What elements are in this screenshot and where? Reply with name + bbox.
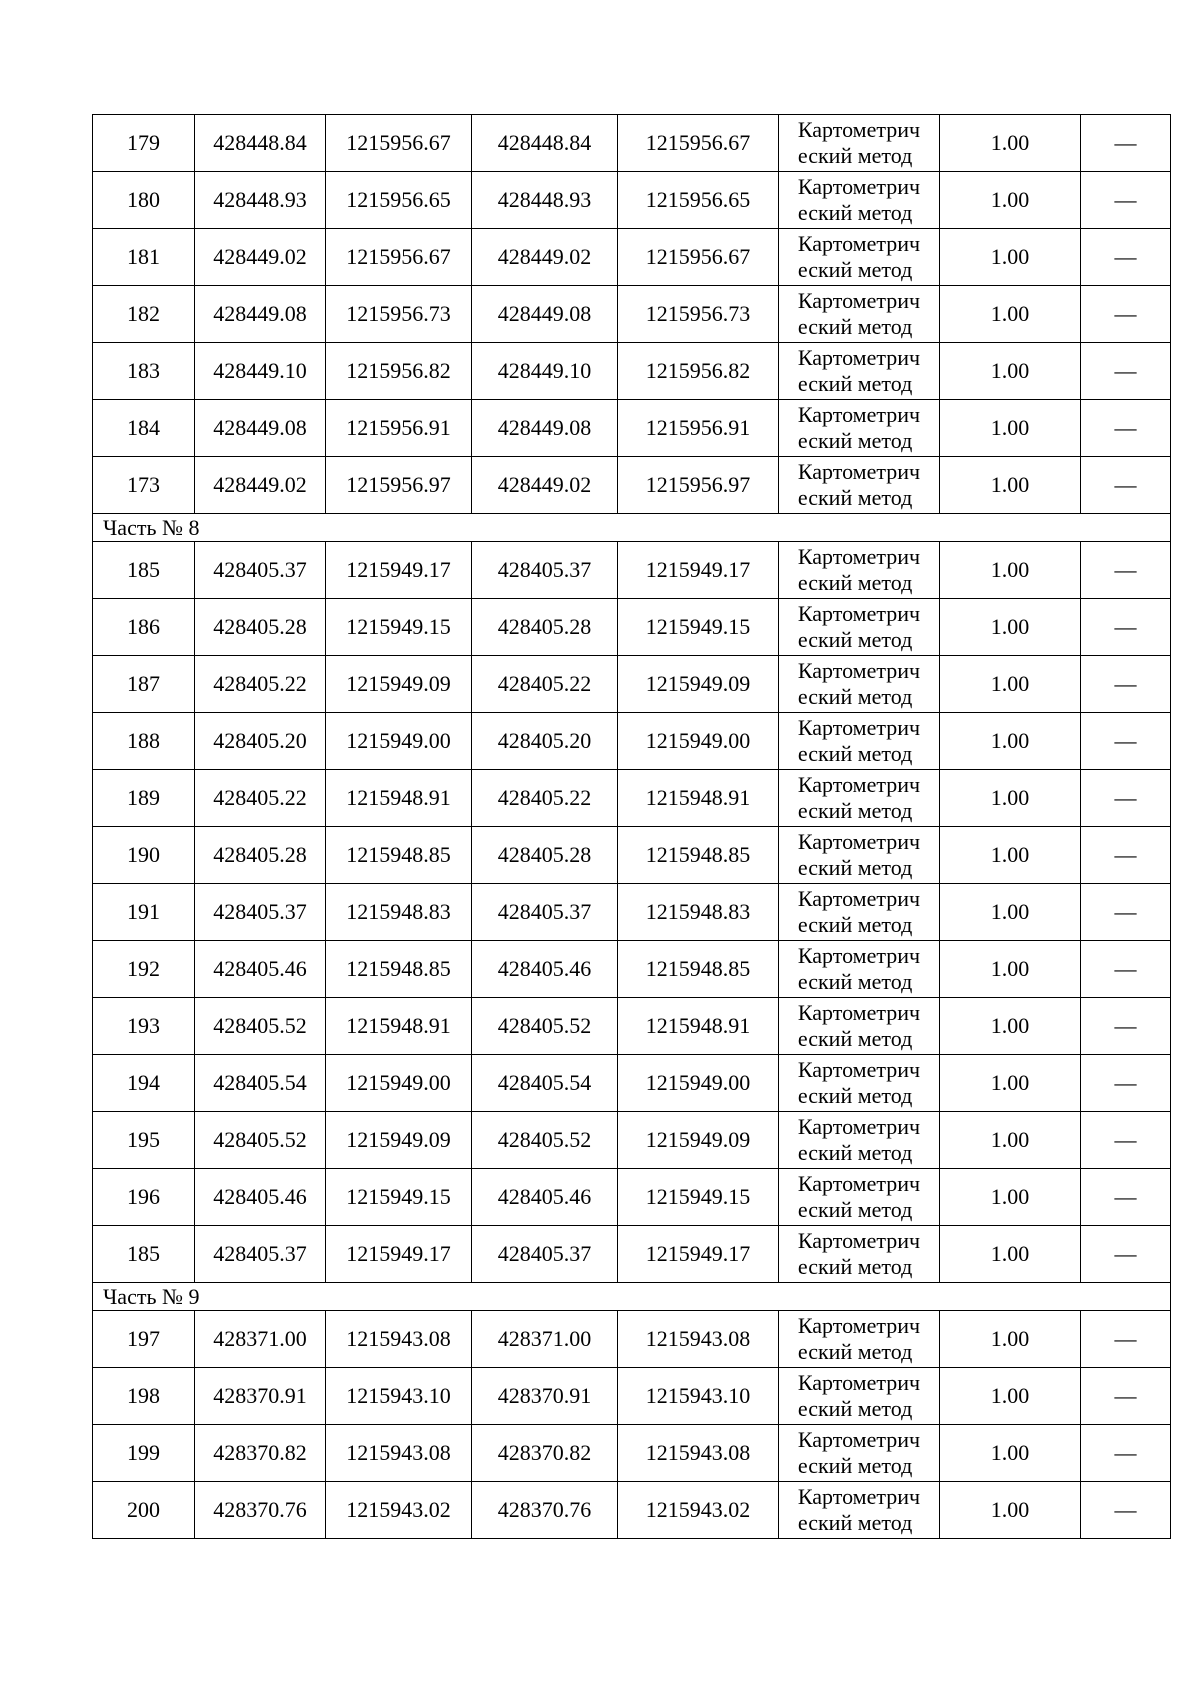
y-specified-cell: 1215943.02 [618,1482,779,1539]
x-specified-cell: 428405.20 [472,713,618,770]
method-text [798,459,920,511]
x-specified-cell: 428449.08 [472,286,618,343]
table-row [93,343,1171,400]
method-line-1: Картометрич [797,715,921,740]
accuracy-cell: 1.00 [940,1112,1081,1169]
method-text [798,601,920,653]
table-row [93,1169,1171,1226]
method-line-1: Картометрич [797,829,921,854]
x-specified-cell: 428405.22 [472,656,618,713]
accuracy-cell: 1.00 [940,1425,1081,1482]
x-existing-cell: 428405.22 [195,656,326,713]
accuracy-cell: 1.00 [940,1311,1081,1368]
method-text [798,658,920,710]
table-row [93,172,1171,229]
description-cell: — [1081,1482,1171,1539]
table-row [93,827,1171,884]
x-existing-cell: 428370.76 [195,1482,326,1539]
y-specified-cell: 1215956.97 [618,457,779,514]
description-cell: — [1081,1226,1171,1283]
description-cell: — [1081,941,1171,998]
part-header-row [93,514,1171,542]
method-cell [779,827,940,884]
x-specified-cell: 428405.46 [472,941,618,998]
method-line-2: еский метод [797,428,913,453]
accuracy-cell: 1.00 [940,770,1081,827]
method-cell [779,998,940,1055]
table-row [93,400,1171,457]
method-line-2: еский метод [797,485,913,510]
x-existing-cell: 428405.37 [195,884,326,941]
method-text [798,544,920,596]
y-specified-cell: 1215949.00 [618,713,779,770]
y-existing-cell: 1215949.15 [326,1169,472,1226]
y-specified-cell: 1215956.82 [618,343,779,400]
x-existing-cell: 428405.52 [195,998,326,1055]
method-text [798,886,920,938]
method-cell [779,770,940,827]
table-row [93,229,1171,286]
x-specified-cell: 428370.82 [472,1425,618,1482]
method-line-1: Картометрич [797,1313,921,1338]
x-specified-cell: 428405.37 [472,1226,618,1283]
description-cell: — [1081,115,1171,172]
method-cell [779,941,940,998]
method-text [798,402,920,454]
description-cell: — [1081,827,1171,884]
method-cell [779,656,940,713]
y-specified-cell: 1215948.83 [618,884,779,941]
x-existing-cell: 428405.22 [195,770,326,827]
description-cell: — [1081,599,1171,656]
y-existing-cell: 1215956.67 [326,115,472,172]
method-cell [779,884,940,941]
method-cell [779,1055,940,1112]
y-specified-cell: 1215956.67 [618,115,779,172]
y-existing-cell: 1215949.17 [326,1226,472,1283]
method-text [798,345,920,397]
method-line-1: Картометрич [797,231,921,256]
x-specified-cell: 428448.93 [472,172,618,229]
x-existing-cell: 428405.20 [195,713,326,770]
point-number-cell: 184 [93,400,195,457]
accuracy-cell: 1.00 [940,827,1081,884]
y-existing-cell: 1215948.85 [326,941,472,998]
table-row [93,599,1171,656]
method-line-1: Картометрич [797,402,921,427]
method-line-2: еский метод [797,143,913,168]
method-line-1: Картометрич [797,1057,921,1082]
y-specified-cell: 1215956.91 [618,400,779,457]
y-specified-cell: 1215949.15 [618,599,779,656]
method-line-2: еский метод [797,912,913,937]
y-existing-cell: 1215956.82 [326,343,472,400]
y-specified-cell: 1215943.08 [618,1425,779,1482]
point-number-cell: 188 [93,713,195,770]
description-cell: — [1081,172,1171,229]
accuracy-cell: 1.00 [940,115,1081,172]
y-specified-cell: 1215949.09 [618,1112,779,1169]
point-number-cell: 198 [93,1368,195,1425]
accuracy-cell: 1.00 [940,884,1081,941]
point-number-cell: 186 [93,599,195,656]
method-text [798,1114,920,1166]
description-cell: — [1081,400,1171,457]
y-existing-cell: 1215943.08 [326,1311,472,1368]
method-text [798,1228,920,1280]
accuracy-cell: 1.00 [940,286,1081,343]
description-cell: — [1081,286,1171,343]
method-line-2: еский метод [797,1254,913,1279]
x-existing-cell: 428405.52 [195,1112,326,1169]
y-specified-cell: 1215956.73 [618,286,779,343]
x-specified-cell: 428449.08 [472,400,618,457]
x-existing-cell: 428449.02 [195,457,326,514]
y-existing-cell: 1215948.85 [326,827,472,884]
x-specified-cell: 428405.52 [472,998,618,1055]
x-existing-cell: 428449.10 [195,343,326,400]
y-existing-cell: 1215949.00 [326,1055,472,1112]
method-cell [779,599,940,656]
method-cell [779,229,940,286]
x-existing-cell: 428405.28 [195,827,326,884]
x-existing-cell: 428449.08 [195,400,326,457]
coordinates-table [92,114,1171,1539]
y-specified-cell: 1215943.08 [618,1311,779,1368]
table-row [93,656,1171,713]
x-specified-cell: 428449.02 [472,457,618,514]
method-line-2: еский метод [797,1339,913,1364]
description-cell: — [1081,656,1171,713]
y-existing-cell: 1215956.65 [326,172,472,229]
method-line-2: еский метод [797,1140,913,1165]
description-cell: — [1081,1368,1171,1425]
y-specified-cell: 1215949.17 [618,1226,779,1283]
description-cell: — [1081,457,1171,514]
method-text [798,772,920,824]
description-cell: — [1081,1169,1171,1226]
y-existing-cell: 1215956.97 [326,457,472,514]
y-specified-cell: 1215949.17 [618,542,779,599]
table-row [93,998,1171,1055]
method-text [798,943,920,995]
table-row [93,542,1171,599]
method-cell [779,343,940,400]
method-cell [779,286,940,343]
y-existing-cell: 1215948.91 [326,770,472,827]
method-line-2: еский метод [797,855,913,880]
x-specified-cell: 428405.54 [472,1055,618,1112]
table-body [93,115,1171,1539]
method-text [798,1313,920,1365]
y-existing-cell: 1215956.91 [326,400,472,457]
y-existing-cell: 1215949.00 [326,713,472,770]
method-line-2: еский метод [797,684,913,709]
y-existing-cell: 1215948.83 [326,884,472,941]
y-specified-cell: 1215948.85 [618,941,779,998]
x-existing-cell: 428405.46 [195,941,326,998]
description-cell: — [1081,884,1171,941]
accuracy-cell: 1.00 [940,542,1081,599]
x-existing-cell: 428405.37 [195,542,326,599]
x-existing-cell: 428370.82 [195,1425,326,1482]
y-existing-cell: 1215943.02 [326,1482,472,1539]
accuracy-cell: 1.00 [940,400,1081,457]
x-existing-cell: 428449.02 [195,229,326,286]
method-line-1: Картометрич [797,459,921,484]
accuracy-cell: 1.00 [940,457,1081,514]
part-header-row [93,1283,1171,1311]
method-line-2: еский метод [797,1083,913,1108]
method-line-1: Картометрич [797,658,921,683]
y-specified-cell: 1215956.67 [618,229,779,286]
point-number-cell: 189 [93,770,195,827]
point-number-cell: 196 [93,1169,195,1226]
point-number-cell: 199 [93,1425,195,1482]
y-specified-cell: 1215943.10 [618,1368,779,1425]
table-row [93,941,1171,998]
accuracy-cell: 1.00 [940,1368,1081,1425]
x-existing-cell: 428449.08 [195,286,326,343]
method-line-2: еский метод [797,371,913,396]
x-specified-cell: 428405.22 [472,770,618,827]
x-existing-cell: 428370.91 [195,1368,326,1425]
method-cell [779,542,940,599]
point-number-cell: 181 [93,229,195,286]
method-line-1: Картометрич [797,1484,921,1509]
table-row [93,1482,1171,1539]
method-cell [779,1482,940,1539]
point-number-cell: 185 [93,542,195,599]
method-line-1: Картометрич [797,544,921,569]
method-line-1: Картометрич [797,117,921,142]
x-specified-cell: 428449.02 [472,229,618,286]
accuracy-cell: 1.00 [940,998,1081,1055]
method-line-1: Картометрич [797,1000,921,1025]
description-cell: — [1081,1425,1171,1482]
x-existing-cell: 428371.00 [195,1311,326,1368]
method-text [798,231,920,283]
y-specified-cell: 1215949.15 [618,1169,779,1226]
point-number-cell: 191 [93,884,195,941]
description-cell: — [1081,770,1171,827]
y-existing-cell: 1215949.15 [326,599,472,656]
accuracy-cell: 1.00 [940,229,1081,286]
accuracy-cell: 1.00 [940,172,1081,229]
y-existing-cell: 1215956.67 [326,229,472,286]
accuracy-cell: 1.00 [940,343,1081,400]
method-text [798,1057,920,1109]
description-cell: — [1081,1311,1171,1368]
accuracy-cell: 1.00 [940,1169,1081,1226]
table-row [93,1226,1171,1283]
y-existing-cell: 1215956.73 [326,286,472,343]
point-number-cell: 187 [93,656,195,713]
description-cell: — [1081,229,1171,286]
method-text [798,1171,920,1223]
accuracy-cell: 1.00 [940,599,1081,656]
x-specified-cell: 428371.00 [472,1311,618,1368]
description-cell: — [1081,1055,1171,1112]
method-line-2: еский метод [797,1197,913,1222]
y-specified-cell: 1215948.85 [618,827,779,884]
method-line-1: Картометрич [797,174,921,199]
point-number-cell: 183 [93,343,195,400]
y-existing-cell: 1215943.10 [326,1368,472,1425]
y-existing-cell: 1215949.17 [326,542,472,599]
y-existing-cell: 1215949.09 [326,1112,472,1169]
point-number-cell: 194 [93,1055,195,1112]
method-line-2: еский метод [797,627,913,652]
table-row [93,1055,1171,1112]
y-existing-cell: 1215943.08 [326,1425,472,1482]
method-text [798,1000,920,1052]
method-cell [779,1169,940,1226]
x-specified-cell: 428405.37 [472,884,618,941]
table-row [93,1368,1171,1425]
point-number-cell: 180 [93,172,195,229]
x-existing-cell: 428448.84 [195,115,326,172]
method-line-2: еский метод [797,1453,913,1478]
method-cell [779,1226,940,1283]
method-line-1: Картометрич [797,1427,921,1452]
table-row [93,1425,1171,1482]
point-number-cell: 173 [93,457,195,514]
x-specified-cell: 428405.28 [472,599,618,656]
accuracy-cell: 1.00 [940,713,1081,770]
point-number-cell: 182 [93,286,195,343]
method-line-1: Картометрич [797,288,921,313]
method-text [798,715,920,767]
method-cell [779,713,940,770]
y-specified-cell: 1215956.65 [618,172,779,229]
accuracy-cell: 1.00 [940,656,1081,713]
x-existing-cell: 428405.54 [195,1055,326,1112]
x-existing-cell: 428405.28 [195,599,326,656]
y-specified-cell: 1215949.09 [618,656,779,713]
method-line-1: Картометрич [797,943,921,968]
method-cell [779,1368,940,1425]
method-cell [779,457,940,514]
method-text [798,829,920,881]
description-cell: — [1081,343,1171,400]
method-line-1: Картометрич [797,1114,921,1139]
point-number-cell: 192 [93,941,195,998]
table-row [93,286,1171,343]
table-row [93,884,1171,941]
method-line-2: еский метод [797,1510,913,1535]
x-existing-cell: 428448.93 [195,172,326,229]
x-specified-cell: 428405.37 [472,542,618,599]
description-cell: — [1081,713,1171,770]
accuracy-cell: 1.00 [940,1226,1081,1283]
method-cell [779,115,940,172]
method-line-1: Картометрич [797,1228,921,1253]
method-line-1: Картометрич [797,601,921,626]
x-specified-cell: 428405.52 [472,1112,618,1169]
method-line-2: еский метод [797,257,913,282]
table-row [93,1311,1171,1368]
method-line-2: еский метод [797,1026,913,1051]
x-existing-cell: 428405.46 [195,1169,326,1226]
method-line-2: еский метод [797,314,913,339]
description-cell: — [1081,542,1171,599]
method-line-1: Картометрич [797,1370,921,1395]
method-cell [779,1311,940,1368]
description-cell: — [1081,998,1171,1055]
part-label: Часть № 8 [93,514,1171,542]
x-existing-cell: 428405.37 [195,1226,326,1283]
table-row [93,770,1171,827]
point-number-cell: 195 [93,1112,195,1169]
point-number-cell: 193 [93,998,195,1055]
accuracy-cell: 1.00 [940,941,1081,998]
method-cell [779,1112,940,1169]
table-row [93,713,1171,770]
method-line-2: еский метод [797,798,913,823]
table-row [93,115,1171,172]
y-specified-cell: 1215949.00 [618,1055,779,1112]
method-text [798,1484,920,1536]
description-cell: — [1081,1112,1171,1169]
point-number-cell: 185 [93,1226,195,1283]
x-specified-cell: 428405.28 [472,827,618,884]
method-cell [779,400,940,457]
method-line-2: еский метод [797,1396,913,1421]
method-line-1: Картометрич [797,1171,921,1196]
method-cell [779,172,940,229]
y-specified-cell: 1215948.91 [618,998,779,1055]
accuracy-cell: 1.00 [940,1482,1081,1539]
method-line-1: Картометрич [797,772,921,797]
method-text [798,117,920,169]
method-line-2: еский метод [797,570,913,595]
method-text [798,1370,920,1422]
y-existing-cell: 1215949.09 [326,656,472,713]
point-number-cell: 200 [93,1482,195,1539]
part-label: Часть № 9 [93,1283,1171,1311]
method-line-2: еский метод [797,969,913,994]
method-text [798,288,920,340]
method-line-2: еский метод [797,200,913,225]
point-number-cell: 197 [93,1311,195,1368]
table-row [93,457,1171,514]
point-number-cell: 179 [93,115,195,172]
method-line-1: Картометрич [797,345,921,370]
point-number-cell: 190 [93,827,195,884]
x-specified-cell: 428448.84 [472,115,618,172]
x-specified-cell: 428370.91 [472,1368,618,1425]
y-specified-cell: 1215948.91 [618,770,779,827]
method-cell [779,1425,940,1482]
method-text [798,1427,920,1479]
method-text [798,174,920,226]
x-specified-cell: 428370.76 [472,1482,618,1539]
table-row [93,1112,1171,1169]
x-specified-cell: 428405.46 [472,1169,618,1226]
y-existing-cell: 1215948.91 [326,998,472,1055]
accuracy-cell: 1.00 [940,1055,1081,1112]
method-line-1: Картометрич [797,886,921,911]
x-specified-cell: 428449.10 [472,343,618,400]
method-line-2: еский метод [797,741,913,766]
